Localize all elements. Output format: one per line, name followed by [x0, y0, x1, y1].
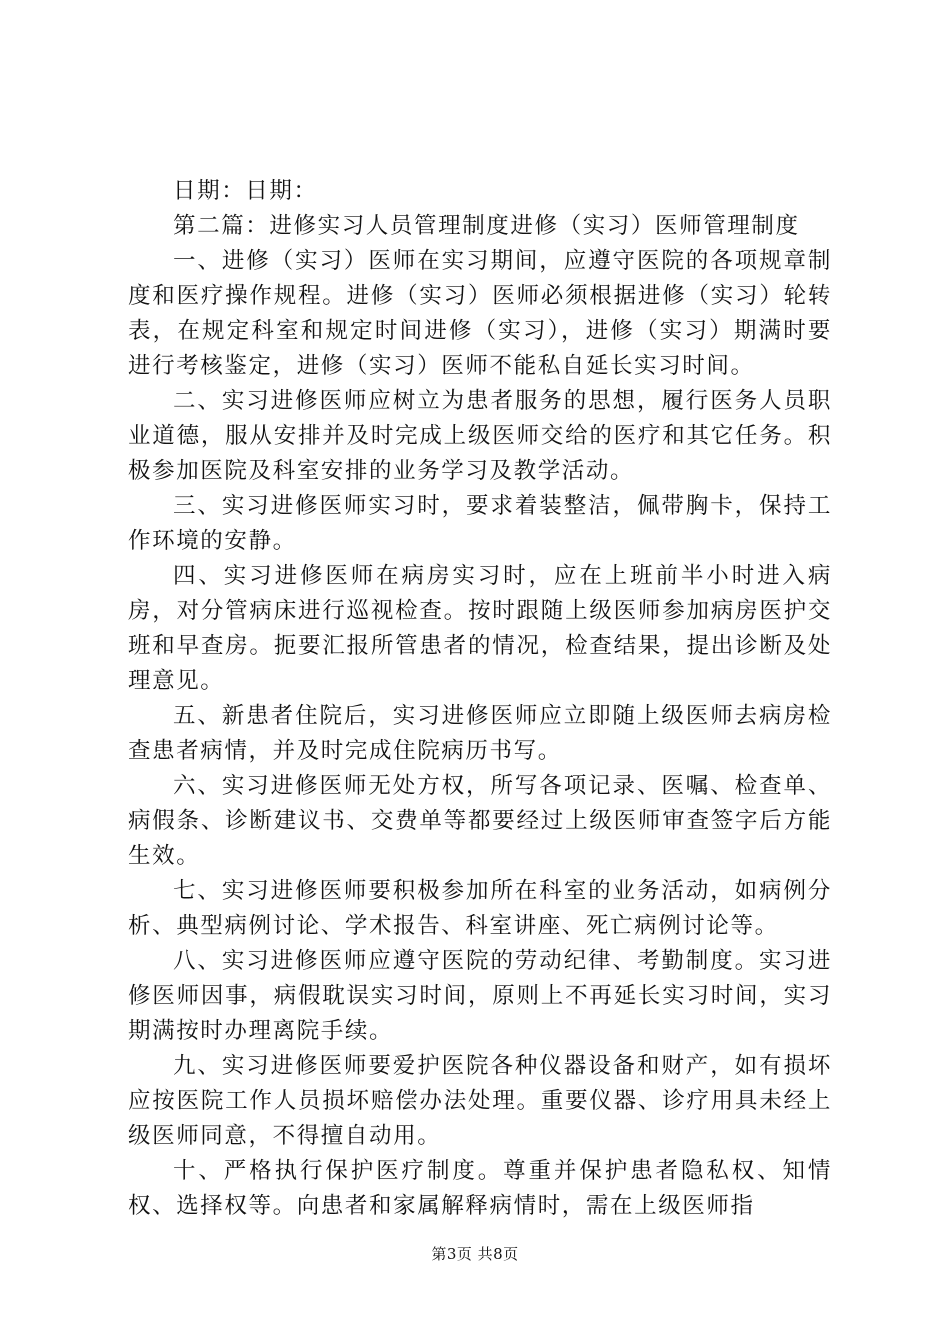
- page-number-label: 第3页 共8页: [431, 1245, 519, 1263]
- rule-item-10: 十、严格执行保护医疗制度。尊重并保护患者隐私权、知情权、选择权等。向患者和家属解释病情时，需在上级医师指: [128, 1158, 832, 1219]
- rule-item-2: 二、实习进修医师应树立为患者服务的思想，履行医务人员职业道德，服从安排并及时完成上级医师交给的医疗和其它任务。积极参加医院及科室安排的业务学习及教学活动。: [128, 388, 832, 484]
- rule-item-4: 四、实习进修医师在病房实习时，应在上班前半小时进入病房，对分管病床进行巡视检查。按时跟随上级医师参加病房医护交班和早查房。扼要汇报所管患者的情况，检查结果，提出诊断及处理意见。: [128, 563, 832, 694]
- rule-item-5: 五、新患者住院后，实习进修医师应立即随上级医师去病房检查患者病情，并及时完成住院病历书写。: [128, 703, 832, 764]
- date-line: 日期：日期：: [173, 178, 318, 204]
- rule-item-1: 一、进修（实习）医师在实习期间，应遵守医院的各项规章制度和医疗操作规程。进修（实习）医师必须根据进修（实习）轮转表，在规定科室和规定时间进修（实习），进修（实习）期满时要进行考核鉴定，进修（实习）医师不能私自延长实习时间。: [128, 248, 832, 379]
- rule-item-8: 八、实习进修医师应遵守医院的劳动纪律、考勤制度。实习进修医师因事，病假耽误实习时间，原则上不再延长实习时间，实习期满按时办理离院手续。: [128, 948, 832, 1044]
- document-body: [128, 174, 832, 1224]
- section-title: 第二篇：进修实习人员管理制度进修（实习）医师管理制度: [173, 213, 800, 239]
- rule-item-7: 七、实习进修医师要积极参加所在科室的业务活动，如病例分析、典型病例讨论、学术报告、科室讲座、死亡病例讨论等。: [128, 878, 832, 939]
- rule-item-9: 九、实习进修医师要爱护医院各种仪器设备和财产，如有损坏应按医院工作人员损坏赔偿办法处理。重要仪器、诊疗用具未经上级医师同意，不得擅自动用。: [128, 1053, 832, 1149]
- page-footer: [0, 1244, 950, 1264]
- rule-item-6: 六、实习进修医师无处方权，所写各项记录、医嘱、检查单、病假条、诊断建议书、交费单等都要经过上级医师审查签字后方能生效。: [128, 773, 832, 869]
- rule-item-3: 三、实习进修医师实习时，要求着装整洁，佩带胸卡，保持工作环境的安静。: [128, 493, 832, 554]
